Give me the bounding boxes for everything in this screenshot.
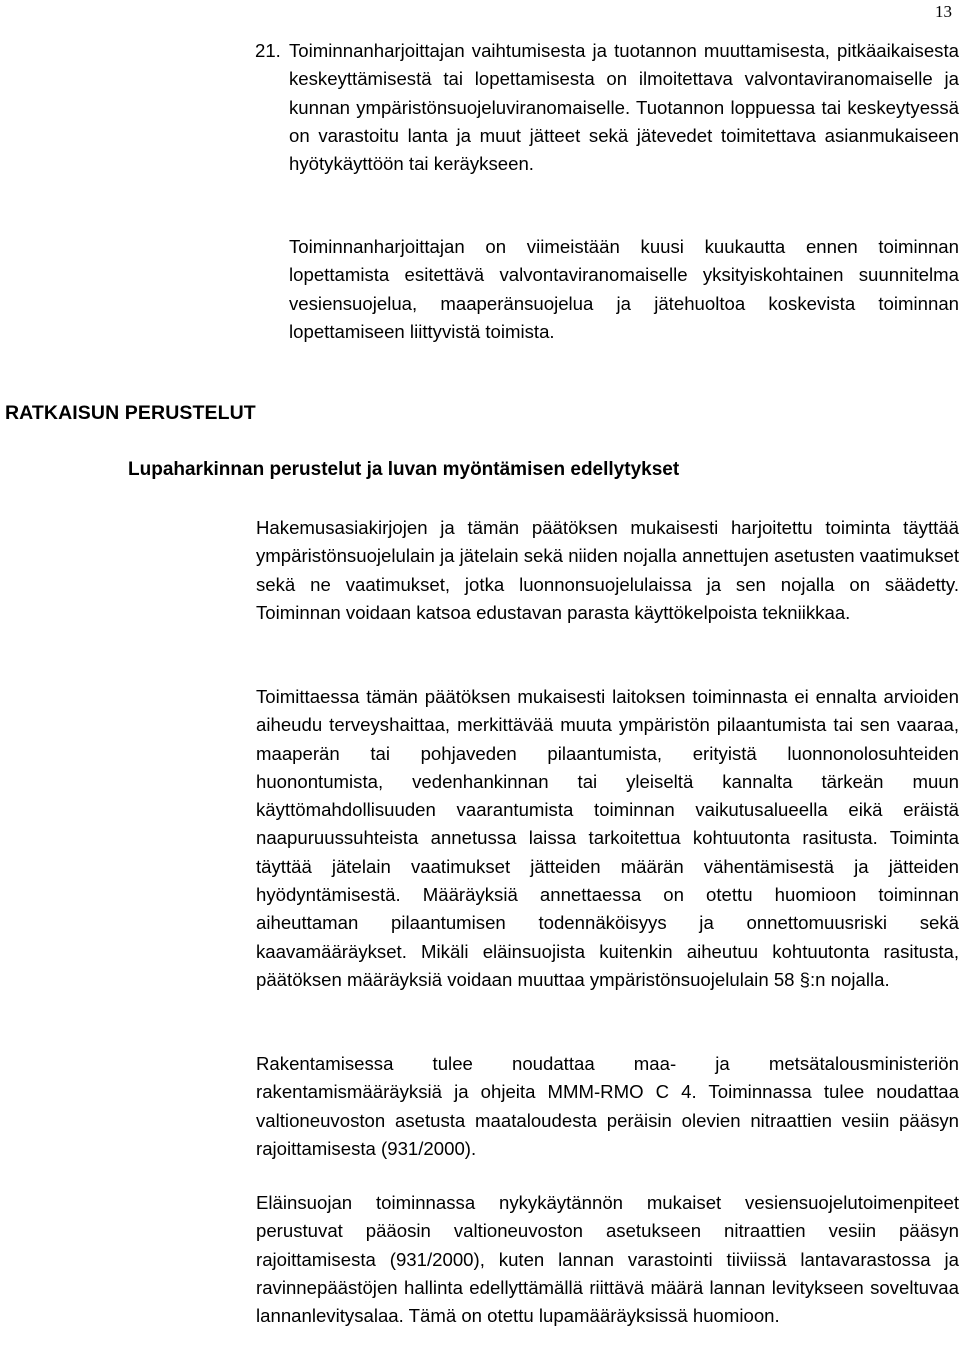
body-paragraph: Hakemusasiakirjojen ja tämän päätöksen mukaisesti harjoitettu toiminta täyttää ympäristönsuojelulain ja jätelain sekä niiden nojalla annettujen asetusten vaatimukset sekä ne vaatimukset, jotka luonnonsuojelulaissa ja sen nojalla on säädetty. Toiminnan voidaan katsoa edustavan parasta käyttökelpoista tekniikkaa. [256,517,959,623]
body-paragraph: Toimittaessa tämän päätöksen mukaisesti laitoksen toiminnasta ei ennalta arvioiden aiheudu terveyshaittaa, merkittävää muuta ympäristön pilaantumista tai sen vaaraa, maaperän tai pohjaveden pilaantumista, erityistä luonnonolosuhteiden huonontumista, vedenhankinnan tai yleiseltä kannalta tärkeän muun käyttömahdollisuuden vaarantumista toiminnan vaikutusalueella eikä eräistä naapuruussuhteista annetussa laissa tarkoitettua kohtuutonta rasitusta. Toiminta täyttää jätelain vaatimukset jätteiden määrän vähentämisestä ja jätteiden hyödyntämisestä. Määräyksiä annettaessa on otettu huomioon toiminnan aiheuttaman pilaantumisen todennäköisyys ja onnettomuusriski sekä kaavamääräykset. Mikäli eläinsuojista kuitenkin aiheutuu kohtuutonta rasitusta, päätöksen määräyksiä voidaan muuttaa ympäristönsuojelulain 58 §:n nojalla. [256,686,959,990]
body-paragraph: Rakentamisessa tulee noudattaa maa- ja metsätalousministeriön rakentamismääräyksiä ja ohjeita MMM-RMO C 4. Toiminnassa tulee noudattaa valtioneuvoston asetusta maataloudesta peräisin olevien nitraattien vesiin pääsyn rajoittamisesta (931/2000). [256,1053,959,1159]
item-21-paragraph: Toiminnanharjoittajan vaihtumisesta ja tuotannon muuttamisesta, pitkäaikaisesta keskeyttämisestä tai lopettamisesta on ilmoitettava valvontaviranomaiselle ja kunnan ympäristönsuojeluviranomaiselle. Tuotannon loppuessa tai keskeytyessä on varastoitu lanta ja muut jätteet sekä jätevedet toimitettava asianmukaiseen hyötykäyttöön tai keräykseen. [289,40,959,175]
body-paragraph: Eläinsuojan toiminnassa nykykäytännön mukaiset vesiensuojelutoimenpiteet perustuvat pääosin valtioneuvoston asetukseen nitraattien vesiin pääsyn rajoittamisesta (931/2000), kuten lannan varastointi tiiviissä lantavarastossa ja ravinnepäästöjen hallinta edellyttämällä riittävä määrä lannan levitykseen soveltuvaa lannanlevitysalaa. Tämä on otettu lupamääräyksissä huomioon. [256,1192,959,1327]
item-number: 21. [255,40,281,61]
page-number: 13 [935,2,952,21]
item-21-paragraph-2: Toiminnanharjoittajan on viimeistään kuusi kuukautta ennen toiminnan lopettamista esitettävä valvontaviranomaiselle yksityiskohtainen suunnitelma vesiensuojelua, maaperänsuojelua ja jätehuoltoa koskevista toiminnan lopettamiseen liittyvistä toimista. [289,236,959,342]
section-subheading: Lupaharkinnan perustelut ja luvan myöntämisen edellytykset [128,459,680,480]
section-heading: RATKAISUN PERUSTELUT [5,402,256,424]
